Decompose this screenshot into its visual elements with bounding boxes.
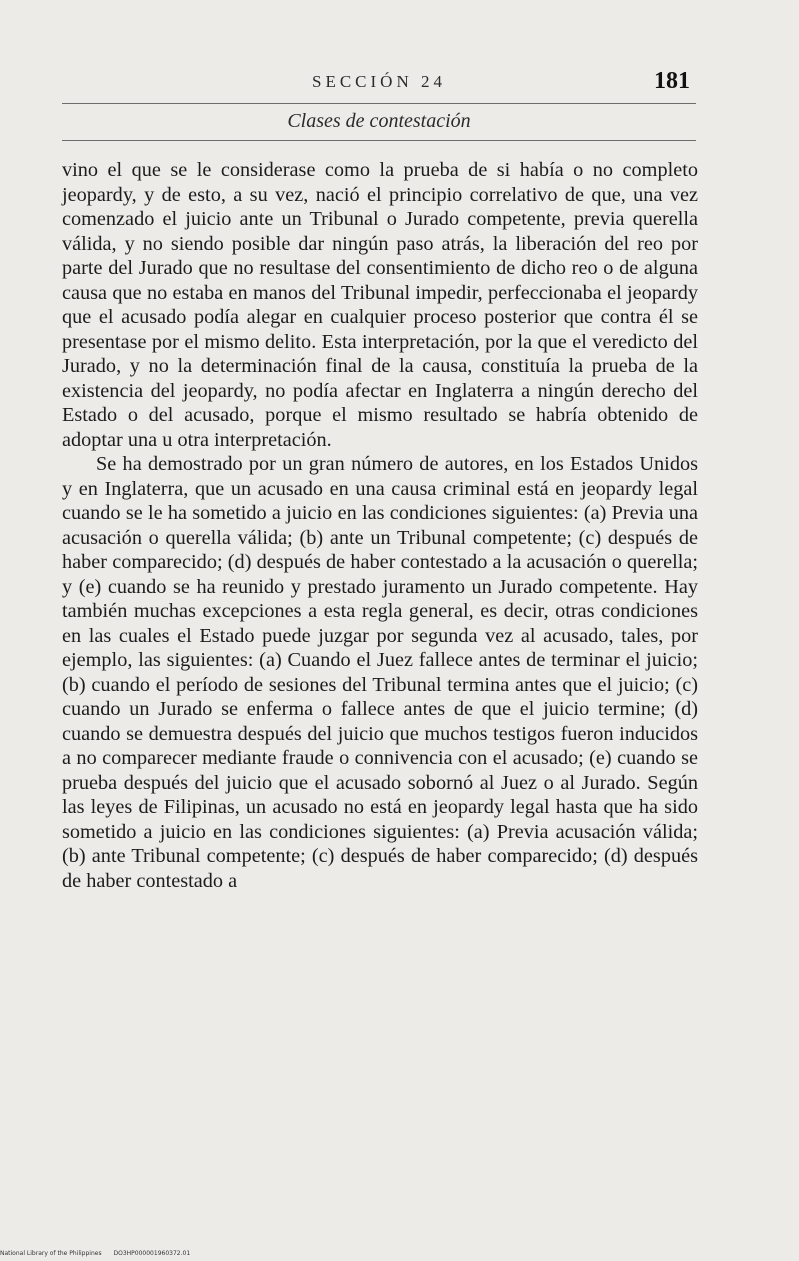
library-credit: National Library of the Philippines — [0, 1250, 102, 1257]
header-rule-top — [62, 103, 696, 104]
section-heading: SECCIÓN 24 — [312, 72, 446, 91]
paragraph-2: Se ha demostrado por un gran número de autores, en los Estados Unidos y en Inglaterra, que un acusado en una causa criminal está en jeopardy legal cuando se le ha sometido a juicio en las condiciones siguientes: (a) Previa una acusación o querella válida; (b) ante un Tribunal competente; (c) después de haber comparecido; (d) después de haber contestado a la acusación o querella; y (e) cuando se ha reunido y prestado juramento un Jurado competente. Hay también muchas excepciones a esta regla general, es decir, otras condiciones en las cuales el Estado puede juzgar por segunda vez al acusado, tales, por ejemplo, las siguientes: (a) Cuando el Juez fallece antes de terminar el juicio; (b) cuando el período de sesiones del Tribunal termina antes que el juicio; (c) cuando un Jurado se enferma o fallece antes de que el juicio termine; (d) cuando se demuestra después del juicio que muchos testigos fueron inducidos a no comparecer mediante fraude o connivencia con el acusado; (e) cuando se prueba después del juicio que el acusado sobornó al Juez o al Jurado. Según las leyes de Filipinas, un acusado no está en jeopardy legal hasta que ha sido sometido a juicio en las condiciones siguientes: (a) Previa acusación válida; (b) ante Tribunal competente; (c) después de haber comparecido; (d) después de haber contestado a — [62, 453, 698, 892]
scan-footer — [0, 1250, 190, 1257]
page-header — [62, 68, 696, 100]
subtitle: Clases de contestación — [287, 110, 471, 132]
header-rule-bottom — [62, 140, 696, 141]
document-id: DO3HP000001960372.01 — [113, 1250, 191, 1257]
body-text — [62, 158, 698, 893]
page-number: 181 — [654, 68, 690, 94]
paragraph-1: vino el que se le considerase como la prueba de si había o no completo jeopardy, y de esto, a su vez, nació el principio correlativo de que, una vez comenzado el juicio ante un Tribunal o Jurado competente, previa querella válida, y no siendo posible dar ningún paso atrás, la liberación del reo por parte del Jurado que no resultase del consentimiento de dicho reo o de alguna causa que no estaba en manos del Tribunal impedir, perfeccionaba el jeopardy que el acusado podía alegar en cualquier proceso posterior que contra él se presentase por el mismo delito. Esta interpretación, por la que el veredicto del Jurado, y no la determinación final de la causa, constituía la prueba de la existencia del jeopardy, no podía afectar en Inglaterra a ningún derecho del Estado o del acusado, porque el mismo resultado se habría obtenido de adoptar una u otra interpretación. — [62, 159, 698, 451]
